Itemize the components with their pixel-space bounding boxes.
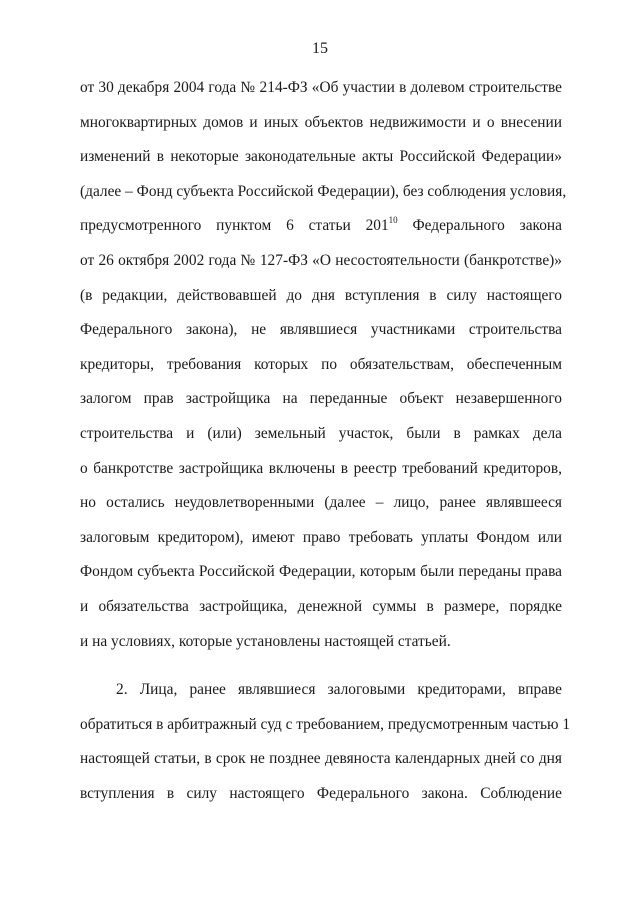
text-line: залоговым кредитором), имеют право требовать уплаты Фондом или	[80, 528, 562, 546]
text-line: многоквартирных домов и иных объектов недвижимости и о внесении	[80, 113, 562, 131]
text-line: но остались неудовлетворенными (далее – лицо, ранее являвшееся	[80, 494, 562, 512]
text-line: о банкротстве застройщика включены в реестр требований кредиторов,	[80, 459, 562, 477]
text-line: Федерального закона), не являвшиеся участниками строительства	[80, 321, 562, 339]
paragraph-gap	[80, 666, 562, 680]
text-line: от 26 октября 2002 года № 127-ФЗ «О несостоятельности (банкротстве)»	[80, 251, 562, 269]
page-number: 15	[312, 40, 328, 57]
text-fragment: Федерального закона	[412, 217, 563, 235]
article-number: 201	[365, 217, 389, 235]
body-text	[80, 78, 571, 818]
text-line: вступления в силу настоящего Федерального закона. Соблюдение	[80, 784, 562, 802]
text-line: настоящей статьи, в срок не позднее девяноста календарных дней со дня	[80, 750, 562, 768]
text-fragment: предусмотренного пунктом 6 статьи	[80, 217, 351, 235]
text-line: обратиться в арбитражный суд с требованием, предусмотренным частью 1	[80, 715, 571, 733]
paragraph-1	[80, 78, 567, 666]
text-line: (в редакции, действовавшей до дня вступления в силу настоящего	[80, 286, 562, 304]
text-line: Фондом субъекта Российской Федерации, которым были переданы права	[80, 563, 562, 581]
text-line-article-ref	[80, 216, 562, 251]
article-superscript: 10	[388, 215, 398, 226]
text-line: и на условиях, которые установлены настоящей статьей.	[80, 632, 451, 650]
text-line: кредиторы, требования которых по обязательствам, обеспеченным	[80, 355, 562, 373]
text-line: от 30 декабря 2004 года № 214-ФЗ «Об участии в долевом строительстве	[80, 79, 562, 96]
text-line: изменений в некоторые законодательные акты Российской Федерации»	[80, 148, 562, 166]
text-line: строительства и (или) земельный участок, были в рамках дела	[80, 424, 562, 442]
text-line: залогом прав застройщика на переданные объект незавершенного	[80, 390, 562, 408]
text-line: 2. Лица, ранее являвшиеся залоговыми кредиторами, вправе	[116, 681, 562, 699]
text-line: и обязательства застройщика, денежной суммы в размере, порядке	[80, 597, 562, 615]
text-line: (далее – Фонд субъекта Российской Федерации), без соблюдения условия,	[80, 182, 567, 200]
paragraph-2	[80, 680, 571, 818]
